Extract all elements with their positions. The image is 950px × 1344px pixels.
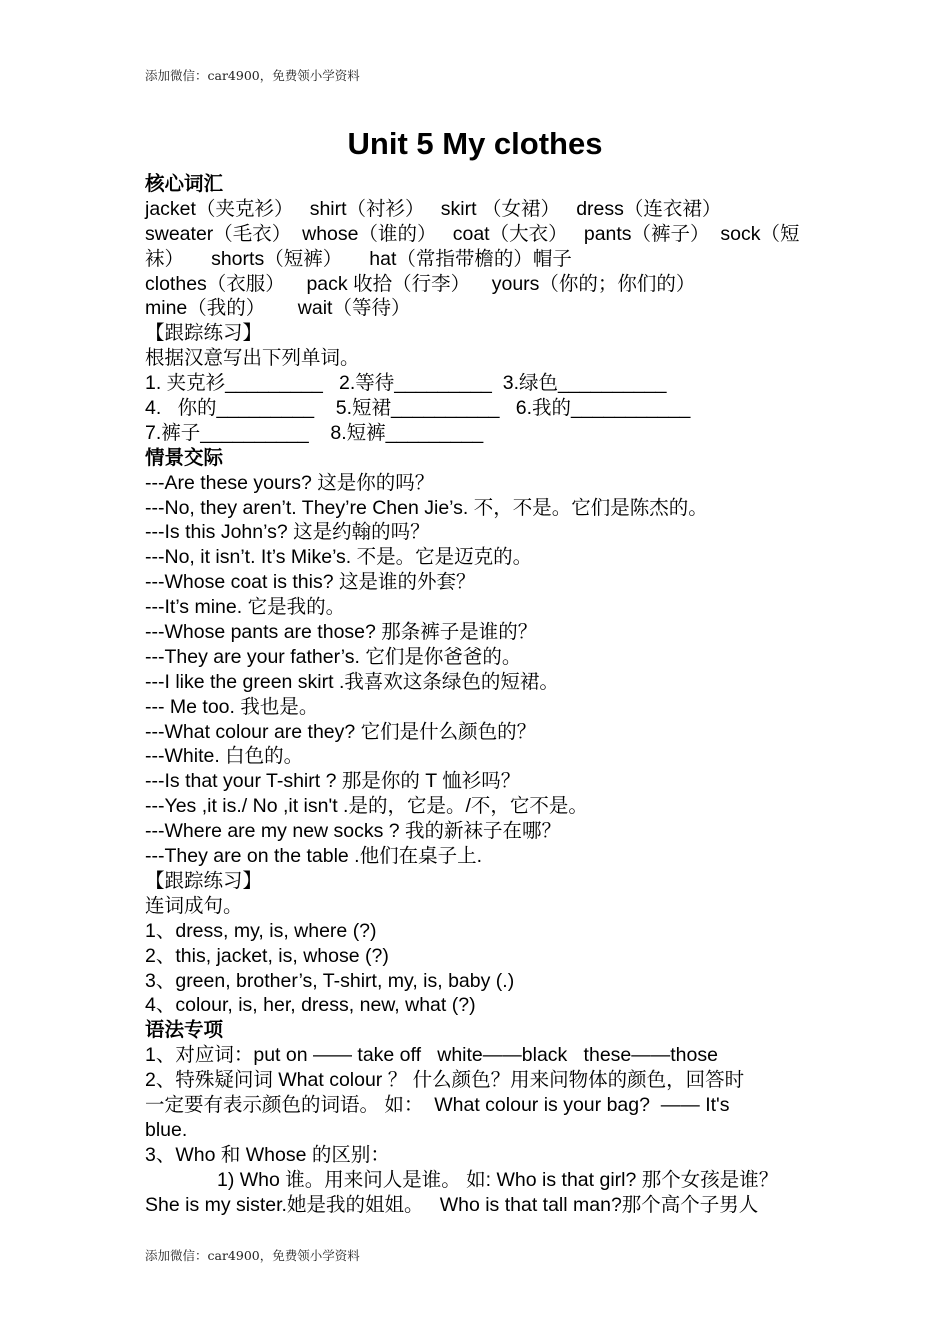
- text-line: ---It’s mine. 它是我的。: [145, 596, 346, 619]
- text-line: 1、对应词：put on —— take off white——black these——those: [145, 1044, 718, 1067]
- text-line: ---No, they aren’t. They’re Chen Jie’s. 不，不是。它们是陈杰的。: [145, 496, 708, 519]
- text-line: ---Is this John’s? 这是约翰的吗？: [145, 521, 430, 544]
- text-line: sweater（毛衣） whose（谁的） coat（大衣） pants（裤子） sock（短: [145, 222, 800, 245]
- text-line: 2、特殊疑问词 What colour ？ 什么颜色？用来问物体的颜色，回答时: [145, 1069, 745, 1092]
- section-heading: 核心词汇: [145, 173, 224, 195]
- text-line: 3、green, brother’s, T-shirt, my, is, baby (.): [145, 969, 515, 992]
- text-line: ---Are these yours? 这是你的吗？: [145, 471, 435, 494]
- text-line: jacket（夹克衫） shirt（衬衫） skirt （女裙） dress（连衣裙）: [145, 197, 722, 220]
- text-line: 4. 你的_________ 5.短裙__________ 6.我的___________: [145, 397, 691, 420]
- text-line: ---They are your father’s. 它们是你爸爸的。: [145, 645, 522, 668]
- text-line: 连词成句。: [145, 894, 243, 917]
- text-line: 4、colour, is, her, dress, new, what (?): [145, 994, 476, 1017]
- text-line: 1) Who 谁。用来问人是谁。 如: Who is that girl? 那个女孩是谁？: [217, 1168, 779, 1191]
- text-line: 2、this, jacket, is, whose (?): [145, 944, 389, 967]
- text-line: 【跟踪练习】: [145, 322, 263, 345]
- section-heading: 情景交际: [145, 446, 224, 469]
- text-line: ---Where are my new socks ? 我的新袜子在哪？: [145, 820, 562, 843]
- text-line: 1. 夹克衫_________ 2.等待_________ 3.绿色__________: [145, 372, 667, 395]
- text-line: ---Is that your T-shirt ? 那是你的 T 恤衫吗？: [145, 770, 521, 793]
- text-line: mine（我的） wait（等待）: [145, 297, 411, 320]
- text-line: blue.: [145, 1118, 188, 1141]
- text-line: 【跟踪练习】: [145, 869, 263, 892]
- text-line: ---Yes ,it is./ No ,it isn't .是的，它是。/不，它不是。: [145, 795, 588, 818]
- text-line: ---No, it isn’t. It’s Mike’s. 不是。它是迈克的。: [145, 546, 533, 569]
- document-body: [145, 172, 810, 1217]
- text-line: 袜） shorts（短裤） hat（常指带檐的）帽子: [145, 247, 572, 270]
- text-line: ---I like the green skirt .我喜欢这条绿色的短裙。: [145, 670, 559, 693]
- text-line: ---Whose coat is this? 这是谁的外套？: [145, 571, 476, 594]
- text-line: ---They are on the table .他们在桌子上.: [145, 845, 483, 868]
- text-line: 7.裤子__________ 8.短裤_________: [145, 421, 484, 444]
- text-line: 一定要有表示颜色的词语。 如： What colour is your bag? —— It's: [145, 1093, 730, 1116]
- text-line: ---White. 白色的。: [145, 745, 304, 768]
- section-heading: 语法专项: [145, 1019, 224, 1042]
- text-line: ---Whose pants are those? 那条裤子是谁的？: [145, 621, 538, 644]
- text-line: clothes（衣服） pack 收拾（行李） yours（你的；你们的）: [145, 272, 696, 295]
- text-line: --- Me too. 我也是。: [145, 695, 319, 718]
- text-line: 3、Who 和 Whose 的区别：: [145, 1143, 390, 1166]
- text-line: ---What colour are they? 它们是什么颜色的？: [145, 720, 537, 743]
- text-line: She is my sister.她是我的姐姐。 Who is that tall man?那个高个子男人: [145, 1193, 759, 1216]
- text-line: 根据汉意写出下列单词。: [145, 347, 360, 370]
- text-line: 1、dress, my, is, where (?): [145, 919, 377, 942]
- footer-note: 添加微信：car4900，免费领小学资料: [145, 1248, 360, 1263]
- page-title: Unit 5 My clothes: [347, 126, 603, 161]
- header-note: 添加微信：car4900，免费领小学资料: [145, 68, 360, 83]
